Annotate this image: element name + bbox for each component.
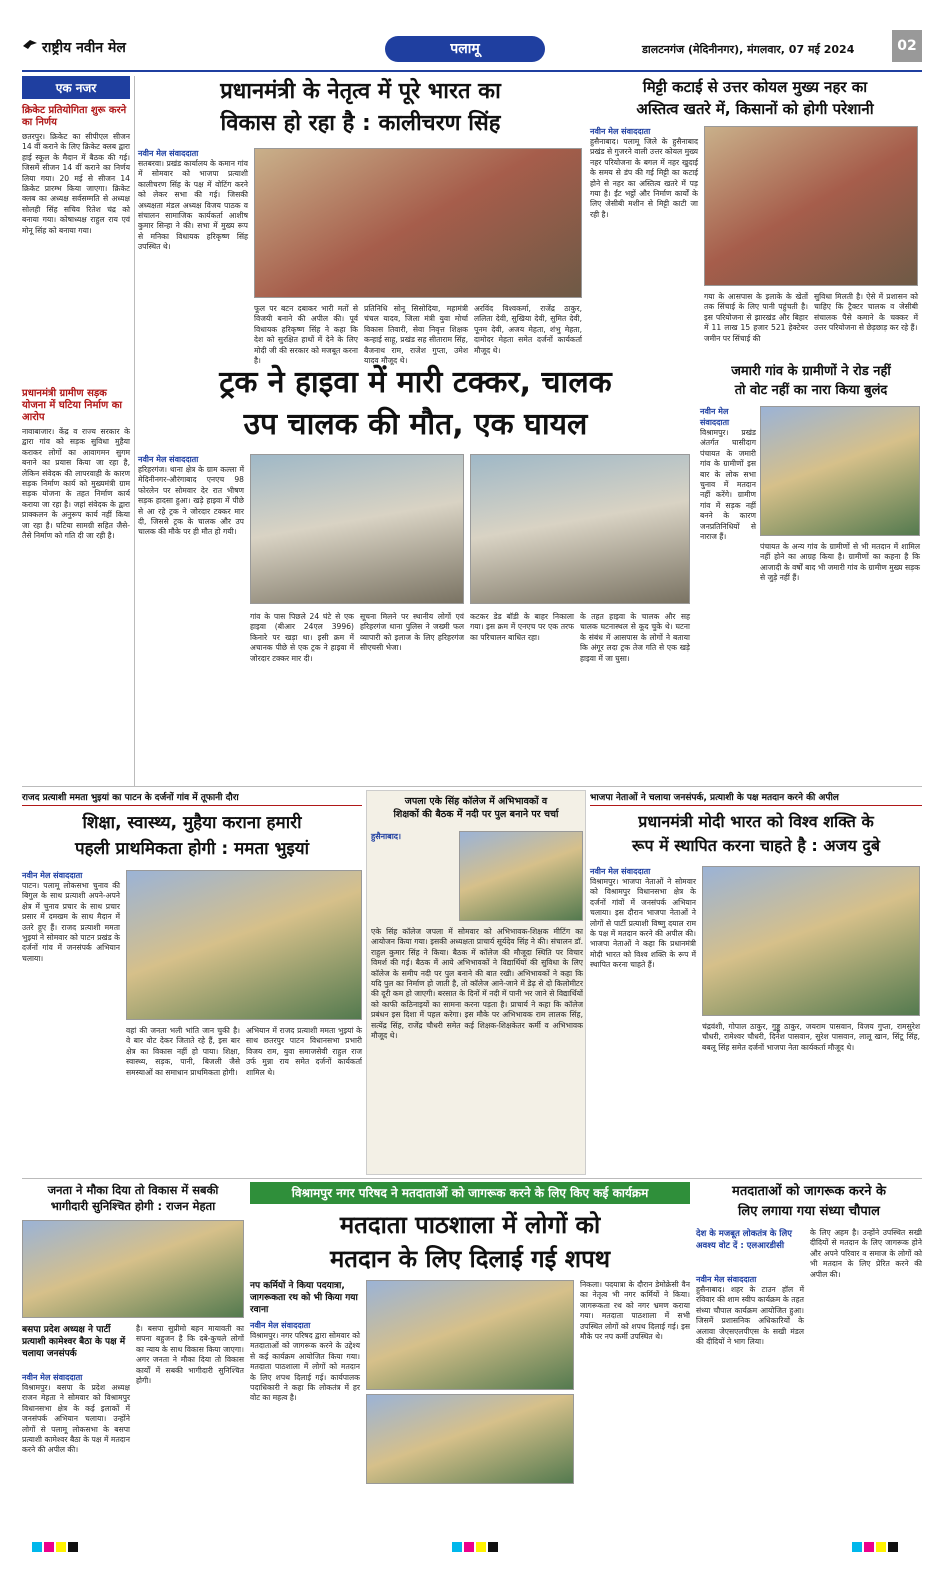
rajan-body-col2: है। बसपा सुप्रीमो बहन मायावती का सपना बहुजन है कि दबे-कुचले लोगों का न्याय के साथ विकास किया जाएगा। अगर जनता ने मौका दिया तो विकास कार्यों में सबकी भागीदारी सुनिश्चित होगी। — [136, 1324, 244, 1386]
sidebar-story1-headline: क्रिकेट प्रतियोगिता शुरू करने का निर्णय — [22, 105, 127, 128]
college-headline-line1: जपला एके सिंह कॉलेज में अभिभावकों व — [404, 796, 548, 807]
canal-story — [590, 76, 920, 356]
lead-byline: नवीन मेल संवाददाता — [138, 149, 199, 158]
section-divider-2 — [22, 1178, 922, 1179]
chaupal-body-col1: हुसैनाबाद। शहर के टाउन हॉल में रविवार की शाम स्वीप कार्यक्रम के तहत संध्या चौपाल कार्यक्रम आयोजित हुआ। जिसमें प्रशासनिक अधिकारियों के अलावा जेएसएलपीएस के सखी मंडल की दीदियों ने भाग लिया। — [696, 1285, 804, 1347]
lead-headline-line2: विकास हो रहा है : कालीचरण सिंह — [220, 111, 501, 136]
rajan-byline: नवीन मेल संवाददाता — [22, 1373, 83, 1382]
college-body: एके सिंह कॉलेज जपला में सोमवार को अभिभावक-शिक्षक मीटिंग का आयोजन किया गया। इसकी अध्यक्षता प्राचार्य सूर्यदेव सिंह ने की। संचालन डॉ. राहुल कुमार सिंह ने किया। बैठक में कॉलेज की मौजूदा स्थिति पर विचार विमर्श की गई। बैठक में आये अभिभावकों ने विद्यार्थियों की सुविधा के लिए कॉलेज के समीप नदी पर पुल बनाने की बात रखी। अभिभावकों ने कहा कि यदि पुल का निर्माण हो जाती है, तो कॉलेज आने-जाने में डेढ़ से दो किलोमीटर की दूरी कम हो जाएगी। बरसात के दिनों में नदी में पानी भर जाने से विद्यार्थियों को काफी कठिनाइयों का सामना करना पड़ता है। प्राचार्य ने कहा कि कॉलेज प्रबंधन इस दिशा में पहल करेगा। इस मौके पर अभिभावक राम लालक सिंह, सत्येंद्र सिंह, राजेंद्र चौधरी समेत कई शिक्षक-शिक्षकेतर कर्मी व अभिभावक मौजूद थे। — [371, 927, 583, 1041]
shapath-subhead: नप कर्मियों ने किया पदयात्रा, जागरूकता रथ को भी किया गया रवाना — [250, 1281, 358, 1315]
ajay-byline: नवीन मेल संवाददाता — [590, 867, 651, 876]
truck-body-col4: कटकर डेड बॉडी के बाहर निकाला गया। इस क्रम में एनएच पर एक तरफ का परिचालन बाधित रहा। — [470, 612, 574, 642]
canal-body-col3: सुविधा मिलती है। ऐसे में प्रशासन को चाहिए कि ट्रैक्टर चालक व जेसीबी संचालक पैसे कमाने के चक्कर में उत्तर परियोजना से छेड़छाड़ कर रहे हैं। — [814, 292, 918, 333]
mamta-photo — [126, 870, 362, 1020]
section-label: पलामू — [385, 36, 545, 62]
sidebar-story2-headline: प्रधानमंत्री ग्रामीण सड़क योजना में घटिया निर्माण का आरोप — [22, 388, 122, 423]
college-byline: हुसैनाबाद। — [371, 832, 402, 841]
shapath-byline: नवीन मेल संवाददाता — [250, 1321, 311, 1330]
truck-body-col2: गांव के पास पिछले 24 घंटे से एक हाइवा (बीआर 24एल 3996) किनारे पर खड़ा था। इसी क्रम में अचानक पीछे से एक ट्रक ने हाइवा में जोरदार टक्कर मार दी। — [250, 612, 354, 663]
jamari-story — [700, 362, 922, 782]
jamari-headline-line2: तो वोट नहीं का नारा किया बुलंद — [734, 383, 888, 398]
lead-headline-line1: प्रधानमंत्री के नेतृत्व में पूरे भारत का — [220, 79, 501, 104]
shapath-headline-line1: मतदाता पाठशाला में लोगों को — [339, 1211, 601, 1239]
ajay-story — [590, 790, 922, 1175]
college-photo — [459, 831, 583, 921]
masthead — [22, 30, 922, 70]
chaupal-story — [696, 1182, 922, 1532]
mamta-body-col3: अभियान में राजद प्रत्याशी ममता भुइयां के साथ छतरपुर पाटन विधानसभा प्रभारी विजय राम, युवा समाजसेवी राहुल राज उर्फ मुन्ना राय समेत दर्जनों कार्यकर्ता शामिल थे। — [246, 1026, 362, 1077]
ajay-body-col1: विश्रामपुर। भाजपा नेताओं ने सोमवार को विश्रामपुर विधानसभा क्षेत्र के दर्जनों गांवों में जनसंपर्क अभियान चलाया। इस दौरान भाजपा नेताओं ने लोगों से पार्टी प्रत्याशी विष्णु दयाल राम के पक्ष में मतदान करने की अपील की। भाजपा नेताओं ने कहा कि प्रधानमंत्री मोदी भारत को विश्व शक्ति के रूप में स्थापित करना चाहते हैं। — [590, 877, 696, 970]
college-story — [366, 790, 586, 1175]
truck-story — [138, 362, 693, 782]
college-body-top — [371, 843, 455, 923]
mamta-headline-line1: शिक्षा, स्वास्थ्य, मुहैया कराना हमारी — [82, 813, 302, 833]
canal-byline: नवीन मेल संवाददाता — [590, 127, 651, 136]
mamta-kicker: राजद प्रत्याशी ममता भुइयां का पाटन के दर्जनों गांव में तूफानी दौरा — [22, 790, 362, 806]
truck-headline-line1: ट्रक ने हाइवा में मारी टक्कर, चालक — [219, 365, 612, 400]
shapath-story — [250, 1182, 690, 1532]
truck-byline: नवीन मेल संवाददाता — [138, 455, 199, 464]
rajan-body-col1: विश्रामपुर। बसपा के प्रदेश अध्यक्ष राजन मेहता ने सोमवार को विश्रामपुर विधानसभा क्षेत्र के कई इलाकों में जनसंपर्क अभियान चलाया। उन्होंने लोगों से पलामू लोकसभा के बसपा प्रत्याशी कामेश्वर बैठा के पक्ष में मतदान करने की अपील की। — [22, 1383, 130, 1455]
masthead-rule — [22, 70, 922, 72]
dateline: डालटनगंज (मेदिनीनगर), मंगलवार, 07 मई 2024 — [642, 43, 855, 56]
truck-headline-line2: उप चालक की मौत, एक घायल — [243, 407, 588, 442]
lead-body-col2: फूल पर बटन दबाकर भारी मतों से विजयी बनाने की अपील की। पूर्व विधायक हरिकृष्ण सिंह ने कहा कि देश को सुरक्षित हाथों में देने के लिए मोदी जी की सरकार को मजबूत करना है। — [254, 304, 358, 366]
jamari-body-col1: विश्रामपुर। प्रखंड अंतर्गत घासीदाग पंचायत के जमारी गांव के ग्रामीणों इस बार के लोक सभा चुनाव में मतदान नहीं करेंगे। ग्रामीण गांव में सड़क नहीं बनने के कारण जनप्रतिनिधियों से नाराज हैं। — [700, 428, 756, 542]
bird-logo-icon — [22, 36, 38, 52]
jamari-body-col2: पंचायत के अन्य गांव के ग्रामीणों से भी मतदान में शामिल नहीं होने का आग्रह किया है। ग्रामीणों का कहना है कि आजादी के वर्षों बाद भी जमारी गांव के ग्रामीण मुख्य सड़क से जुड़े नहीं हैं। — [760, 542, 920, 583]
chaupal-body-col2: के लिए अहम है। उन्होंने उपस्थित सखी दीदियों से मतदान के लिए जागरूक होने और अपने परिवार व समाज के लोगों को भी मतदान के लिए प्रेरित करने की अपील की। — [810, 1228, 922, 1279]
section-divider-1 — [22, 786, 922, 787]
sidebar-label: एक नजर — [22, 76, 130, 99]
jamari-photo — [760, 406, 920, 536]
truck-body-col5: के तहत हाइवा के चालक और सह चालक घटनास्थल से कूद चुके थे। घटना के संबंध में आसपास के लोगों ने बताया कि अंगूर लदा ट्रक तेज गति से एक खड़े हाइवा में जा घुसा। — [580, 612, 690, 663]
chaupal-byline: नवीन मेल संवाददाता — [696, 1275, 757, 1284]
college-headline-line2: शिक्षकों की बैठक में नदी पर पुल बनाने पर चर्चा — [393, 809, 559, 820]
canal-headline-line1: मिट्टी कटाई से उत्तर कोयल मुख्य नहर का — [642, 78, 868, 96]
lead-photo — [254, 148, 582, 298]
footer-color-strip — [22, 1540, 922, 1554]
shapath-body-col1: विश्रामपुर। नगर परिषद द्वारा सोमवार को मतदाताओं को जागरूक करने के उद्देश्य से कई कार्यक्रम आयोजित किया गया। मतदाता पाठशाला में लोगों को मतदान के लिए शपथ दिलाई गई। कार्यपालक पदाधिकारी ने कहा कि लोकतंत्र में हर वोट का महत्व है। — [250, 1331, 360, 1403]
mamta-byline: नवीन मेल संवाददाता — [22, 871, 83, 880]
lead-body-col3: प्रतिनिधि सोनू सिसोदिया, महामंत्री चंचल यादव, जिला मंत्री युवा मोर्चा विकास तिवारी, सेवा निवृत्त शिक्षक कन्हाई साहू, प्रखंड सह सीताराम सिंह, बैजनाथ राम, राजेश गुप्ता, उमेश यादव मौजूद थे। — [364, 304, 468, 366]
lead-body-col1: सतबरवा। प्रखंड कार्यालय के कमान गांव में सोमवार को भाजपा प्रत्याशी कालीचरण सिंह के पक्ष में वोटिंग करने को लेकर सभा की गई। जिसकी अध्यक्षता मंडल अध्यक्ष विजय पाठक व संचालन सामाजिक कार्यकर्ता आशीष कुमार सिन्हा ने की। सभा में मुख्य रूप से मनिका विधायक हरिकृष्ण सिंह उपस्थित थे। — [138, 159, 248, 252]
jamari-headline-line1: जमारी गांव के ग्रामीणों ने रोड नहीं — [731, 364, 891, 379]
rajan-story — [22, 1182, 244, 1532]
lead-story — [138, 76, 583, 366]
chaupal-subhead: देश के मजबूत लोकतंत्र के लिए अवश्य वोट दें : एलआरडीसी — [696, 1229, 792, 1251]
paper-name: राष्ट्रीय नवीन मेल — [42, 40, 126, 56]
truck-photo-2 — [470, 454, 690, 604]
mamta-body-col1: पाटन। पलामू लोकसभा चुनाव की बिगुल के साथ प्रत्याशी अपने-अपने क्षेत्र में चुनाव प्रचार के साथ प्रचार प्रसार में दमखम के साथ मैदान में उतरे हुए हैं। राजद प्रत्याशी ममता भुइयां ने सोमवार को पाटन प्रखंड के दर्जनों गांव में जनसंपर्क अभियान चलाया। — [22, 881, 120, 963]
canal-photo — [704, 126, 918, 286]
truck-photo-1 — [250, 454, 464, 604]
shapath-photo-2 — [366, 1394, 574, 1484]
shapath-photo-1 — [366, 1280, 574, 1390]
jamari-byline: नवीन मेल संवाददाता — [700, 407, 730, 427]
rajan-headline-line1: जनता ने मौका दिया तो विकास में सबकी — [47, 1183, 219, 1197]
canal-headline-line2: अस्तित्व खतरे में, किसानों को होगी परेशानी — [636, 100, 874, 118]
chaupal-headline-line1: मतदाताओं को जागरूक करने के — [732, 1184, 886, 1199]
ajay-photo — [702, 866, 920, 1016]
chaupal-headline-line2: लिए लगाया गया संध्या चौपाल — [738, 1204, 880, 1219]
truck-body-col3: सूचना मिलने पर स्थानीय लोगों एवं हरिहरगंज थाना पुलिस ने जख्मी फल व्यापारी को इलाज के लिए हरिहरगंज सीएचसी भेजा। — [360, 612, 464, 653]
mamta-story — [22, 790, 362, 1175]
page-number: 02 — [892, 30, 922, 62]
ajay-headline-line2: रूप में स्थापित करना चाहते है : अजय दुबे — [632, 836, 880, 855]
sidebar-ek-nazar — [22, 76, 130, 786]
rajan-headline-line2: भागीदारी सुनिश्चित होगी : राजन मेहता — [50, 1199, 216, 1213]
canal-body-col1: हुसैनाबाद। पलामू जिले के हुसैनाबाद प्रखंड से गुजरने वाली उत्तर कोयल मुख्य नहर परियोजना के बगल में नहर खुदाई के समय से डंप की गई मिट्टी का कटाई होने से नहर का अस्तित्व खतरे में पड़ गया है। ईंट भट्ठों और निर्माण कार्यों के लिए जेसीबी मशीन से मिट्टी काटी जा रही है। — [590, 137, 698, 219]
mamta-body-col2: वहां की जनता भली भांति जान चुकी है। वे बार वोट देकर जिताते रहे हैं, इस बार क्षेत्र का विकास नहीं हो पाया। शिक्षा, स्वास्थ्य, सड़क, पानी, बिजली जैसे समस्याओं का समाधान प्राथमिकता होगी। — [126, 1026, 240, 1077]
ajay-kicker: भाजपा नेताओं ने चलाया जनसंपर्क, प्रत्याशी के पक्ष मतदान करने की अपील — [590, 790, 922, 806]
truck-body-col1: हरिहरगंज। थाना क्षेत्र के ग्राम कल्ला में मेदिनीनगर-औरंगाबाद एनएच 98 फोरलेन पर सोमवार देर रात भीषण सड़क हादसा हुआ। खड़े हाइवा में पीछे से आ रहे ट्रक ने जोरदार टक्कर मार दी, जिससे ट्रक के चालक और उप चालक की मौके पर ही मौत हो गयी। — [138, 465, 244, 537]
canal-body-col2: गया के आसपास के इलाके के खेतों तक सिंचाई के लिए पानी पहुंचती है। इस परियोजना से झारखंड और बिहार में 11 लाख 15 हजार 521 हेक्टेयर जमीन पर सिंचाई की — [704, 292, 808, 343]
mamta-headline-line2: पहली प्राथमिकता होगी : ममता भुइयां — [74, 839, 310, 859]
sidebar-story2-body: नावाबाजार। केंद्र व राज्य सरकार के द्वारा गांव को सड़क सुविधा मुहैया कराकर लोगों का आवागमन सुगम बनाने का प्रयास किया जा रहा है, लेकिन संवेदक की लापरवाही के कारण सड़क निर्माण कार्य को मुख्यमंत्री ग्राम सड़क योजना के तहत निर्माण कार्य कराया जा रहा है। जहां संवेदक के द्वारा प्राक्कलन के अनुरूप कार्य नहीं किया जा रहा है। घटिया सामग्री सहित जैसे-तैसे निर्माण को गति दी जा रही है। — [22, 427, 130, 541]
ajay-headline-line1: प्रधानमंत्री मोदी भारत को विश्व शक्ति के — [638, 812, 874, 831]
rajan-subhead: बसपा प्रदेश अध्यक्ष ने पार्टी प्रत्याशी कामेश्वर बैठा के पक्ष में चलाया जनसंपर्क — [22, 1325, 126, 1359]
shapath-banner: विश्रामपुर नगर परिषद ने मतदाताओं को जागरूक करने के लिए किए कई कार्यक्रम — [250, 1182, 690, 1204]
shapath-headline-line2: मतदान के लिए दिलाई गई शपथ — [329, 1245, 611, 1273]
ajay-body-col2: चंद्रवंशी, गोपाल ठाकुर, गुड्डू ठाकुर, जयराम पासवान, विजय गुप्ता, रामसुरेश चौधरी, रामेश्वर चौधरी, दिनेश पासवान, सुरेश पासवान, लालू खान, सिंटू सिंह, बबलू सिंह समेत दर्जनों भाजपा नेता कार्यकर्ता मौजूद थे। — [702, 1022, 920, 1052]
lead-body-col4: अरविंद विश्वकर्मा, राजेंद्र ठाकुर, ललिता देवी, सुखिया देवी, सुमित देवी, पूनम देवी, अजय मेहता, शंभु मेहता, दामोदर मेहता समेत दर्जनों कार्यकर्ता मौजूद थे। — [474, 304, 582, 355]
rajan-photo — [22, 1220, 244, 1318]
sidebar-divider — [134, 76, 135, 786]
sidebar-story1-body: छतरपुर। क्रिकेट का सीपीएल सीजन 14 वीं कराने के लिए क्रिकेट क्लब द्वारा हाई स्कूल के मैदान में बैठक की गई। जिसमें सीजन 14 वीं कराने का निर्णय लिया गया। 20 मई से सीजन 14 क्रिकेट प्रारम्भ किया जाएगा। क्रिकेट क्लब का अध्यक्ष सर्वसम्मति से अध्यक्ष सोलही सिंह सचिव रितेश चंद्र को बनाया गया। कोषाध्यक्ष राहुल राय एवं मोनू सिंह को बनाया गया। — [22, 132, 130, 235]
shapath-body-col2: निकला। पदयात्रा के दौरान डेमोक्रेसी वैन का नेतृत्व भी नगर कर्मियों ने किया। जागरूकता रथ को नगर भ्रमण कराया गया। मतदाता पाठशाला में सभी उपस्थित लोगों को शपथ दिलाई गई। इस मौके पर नप कर्मी उपस्थित थे। — [580, 1280, 690, 1342]
